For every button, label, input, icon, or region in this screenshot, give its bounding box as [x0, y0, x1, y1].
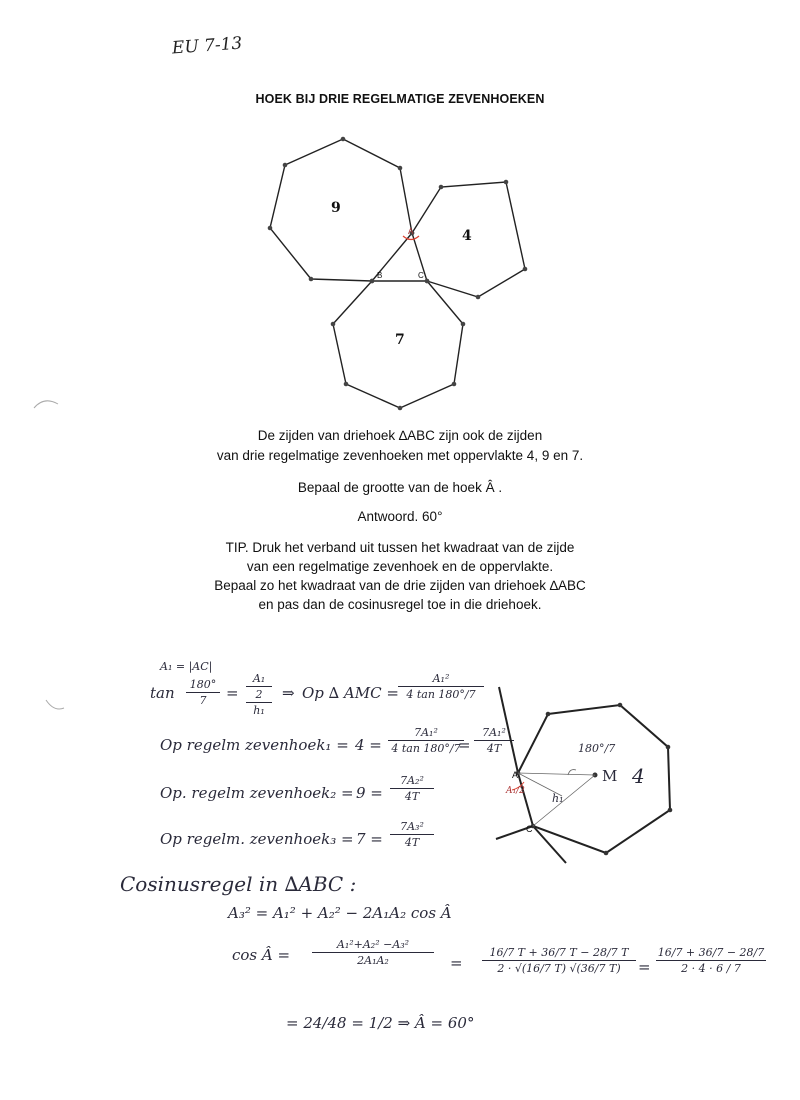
hw-row1-frac2: 7A₁² 4T [474, 726, 514, 755]
hw-cos-eq2: = [450, 954, 463, 972]
vertex-label-A: A [408, 227, 414, 236]
side-label-C: C [526, 824, 533, 834]
hw-row3-val: 7 = [356, 830, 383, 848]
side-label-angle: 180°/7 [578, 742, 616, 755]
hw-cosA: cos Â = [232, 946, 291, 964]
hw-def: A₁ = |AC| [160, 660, 213, 673]
question: Bepaal de grootte van de hoek Â . [297, 480, 503, 495]
side-label-A: A [512, 770, 519, 780]
hw-eq: = [226, 684, 239, 702]
hw-cos-law: A₃² = A₁² + A₂² − 2A₁A₂ cos Â [228, 904, 452, 922]
side-label-M: M [602, 767, 618, 785]
vertex-label-C: C [418, 271, 424, 280]
side-label-a: A₁/2 [506, 786, 525, 796]
tip-line-1: TIP. Druk het verband uit tussen het kwadraat van de zijde [225, 540, 575, 555]
tip-line-2: van een regelmatige zevenhoek en de oppervlakte. [246, 559, 554, 574]
page-title: HOEK BIJ DRIE REGELMATIGE ZEVENHOEKEN [255, 92, 545, 106]
side-heptagon [518, 705, 670, 853]
side-label-4: 4 [632, 764, 645, 788]
hw-opp-amc-frac: A₁² 4 tan 180°/7 [398, 672, 484, 701]
hw-arrow: ⇒ [282, 684, 295, 702]
heptagon-label-9: 9 [331, 200, 341, 216]
hw-row3-frac: 7A₃² 4T [390, 820, 434, 849]
hw-frac-a: A₁ 2 h₁ [246, 672, 272, 717]
heptagon-label-4: 4 [462, 228, 472, 244]
side-heptagon-vertex [604, 851, 609, 856]
side-ray [499, 687, 518, 773]
hw-opp-amc: Op ∆ AMC = [302, 684, 399, 702]
hw-cos-frac3: 16/7 + 36/7 − 28/7 2 · 4 · 6 / 7 [657, 946, 765, 975]
hw-row1-val: 4 = [355, 736, 382, 754]
hw-cos-frac: A₁²+A₂² −A₃² 2A₁A₂ [312, 938, 434, 967]
side-heptagon-vertex [666, 745, 671, 750]
vertex-label-B: B [377, 271, 383, 280]
hw-row1-label: Op regelm zevenhoek₁ = [160, 736, 349, 754]
tip-line-4: en pas dan de cosinusregel toe in die driehoek. [258, 597, 542, 612]
hw-row2-val: 9 = [356, 784, 383, 802]
answer: Antwoord. 60° [357, 509, 443, 524]
side-label-h: h₁ [552, 792, 564, 805]
reference-code: EU 7-13 [171, 33, 243, 59]
problem-line-1: De zijden van driehoek ∆ABC zijn ook de zijden [257, 428, 543, 443]
hw-row2-label: Op. regelm zevenhoek₂ = [160, 784, 354, 802]
hw-row3-label: Op regelm. zevenhoek₃ = [160, 830, 354, 848]
hw-result: = 24/48 = 1/2 ⇒ Â = 60° [286, 1014, 475, 1032]
tip-line-3: Bepaal zo het kwadraat van de drie zijden van driehoek ∆ABC [214, 578, 586, 593]
problem-line-2: van drie regelmatige zevenhoeken met oppervlakte 4, 9 en 7. [216, 448, 584, 463]
hw-tan: tan [150, 684, 175, 702]
side-heptagon-vertex [546, 712, 551, 717]
heptagon-label-7: 7 [395, 332, 405, 348]
hw-tan-frac: 180° 7 [186, 678, 220, 707]
hw-cos-title: Cosinusregel in ∆ABC : [120, 872, 357, 896]
side-heptagon-vertex [618, 703, 623, 708]
hw-cos-frac2: 16/7 T + 36/7 T − 28/7 T 2 · √(16/7 T) √(36/7 T) [482, 946, 636, 975]
hw-row1-frac: 7A₁² 4 tan 180°/7 [388, 726, 464, 755]
hw-row1-eq: = [458, 736, 471, 754]
hw-cos-eq3: = [638, 958, 651, 976]
hw-row2-frac: 7A₂² 4T [390, 774, 434, 803]
side-heptagon-vertex [668, 808, 673, 813]
